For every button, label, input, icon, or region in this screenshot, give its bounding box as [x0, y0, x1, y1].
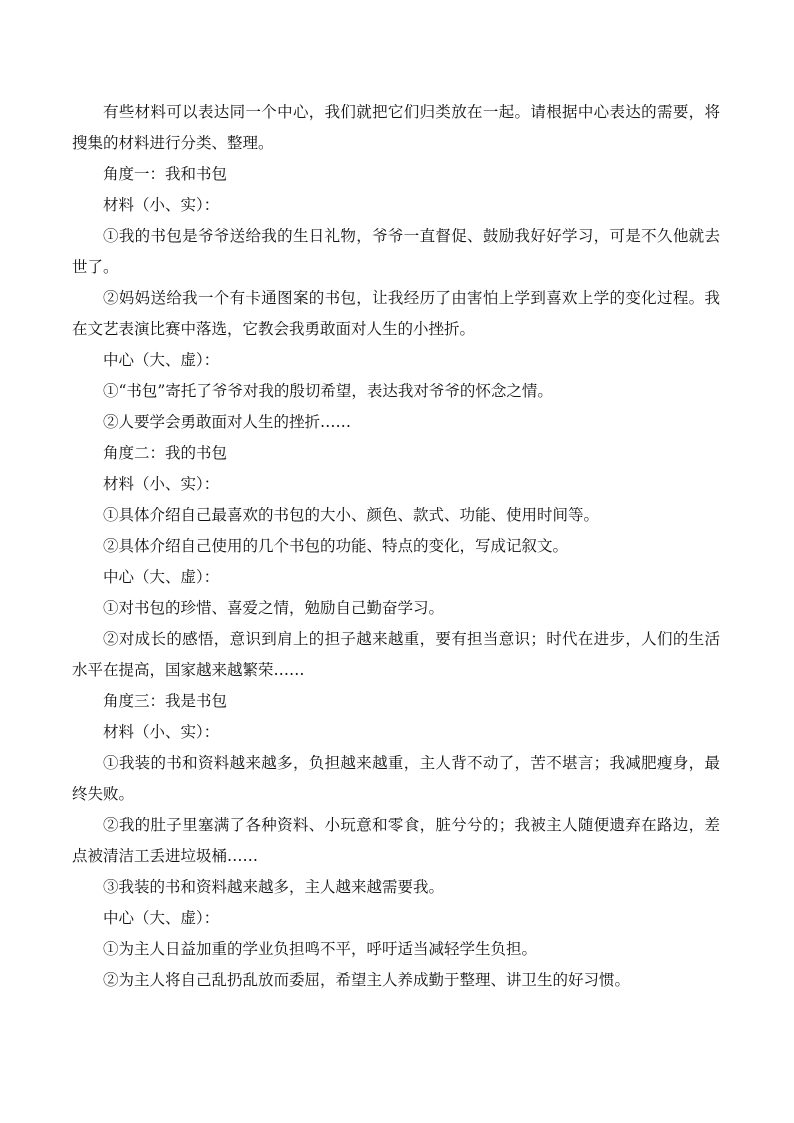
angle-two-heading: 角度二：我的书包 [103, 444, 228, 462]
center-item: ②对成长的感悟，意识到肩上的担子越来越重，要有担当意识；时代在进步，人们的生活水平在提高，国家越来越繁荣…… [72, 630, 720, 679]
angle-one-heading: 角度一：我和书包 [103, 165, 228, 183]
document-body [72, 97, 720, 996]
angle-three-heading: 角度三：我是书包 [103, 692, 228, 710]
material-item: ②我的肚子里塞满了各种资料、小玩意和零食，脏兮兮的；我被主人随便遗弃在路边，差点被清洁工丢进垃圾桶…… [72, 816, 720, 865]
center-label: 中心（大、虚）： [103, 568, 220, 586]
material-item: ①我的书包是爷爷送给我的生日礼物，爷爷一直督促、鼓励我好好学习，可是不久他就去世了。 [72, 227, 720, 276]
material-label: 材料（小、实）： [103, 475, 220, 493]
material-item: ①具体介绍自己最喜欢的书包的大小、颜色、款式、功能、使用时间等。 [103, 506, 600, 524]
center-label: 中心（大、虚）： [103, 909, 220, 927]
material-item: ②妈妈送给我一个有卡通图案的书包，让我经历了由害怕上学到喜欢上学的变化过程。我在文艺表演比赛中落选，它教会我勇敢面对人生的小挫折。 [72, 289, 720, 338]
intro-paragraph: 有些材料可以表达同一个中心，我们就把它们归类放在一起。请根据中心表达的需要，将搜集的材料进行分类、整理。 [72, 103, 720, 152]
material-item: ③我装的书和资料越来越多，主人越来越需要我。 [103, 878, 445, 896]
center-item: ②为主人将自己乱扔乱放而委屈，希望主人养成勤于整理、讲卫生的好习惯。 [103, 971, 631, 989]
center-label: 中心（大、虚）： [103, 351, 220, 369]
center-item: ①“书包”寄托了爷爷对我的殷切希望，表达我对爷爷的怀念之情。 [103, 382, 553, 400]
material-label: 材料（小、实）： [103, 723, 220, 741]
material-label: 材料（小、实）： [103, 196, 220, 214]
center-item: ①为主人日益加重的学业负担鸣不平，呼吁适当减轻学生负担。 [103, 940, 538, 958]
center-item: ②人要学会勇敢面对人生的挫折…… [103, 413, 352, 431]
material-item: ②具体介绍自己使用的几个书包的功能、特点的变化，写成记叙文。 [103, 537, 569, 555]
center-item: ①对书包的珍惜、喜爱之情，勉励自己勤奋学习。 [103, 599, 445, 617]
material-item: ①我装的书和资料越来越多，负担越来越重，主人背不动了，苦不堪言；我减肥瘦身，最终失败。 [72, 754, 720, 803]
